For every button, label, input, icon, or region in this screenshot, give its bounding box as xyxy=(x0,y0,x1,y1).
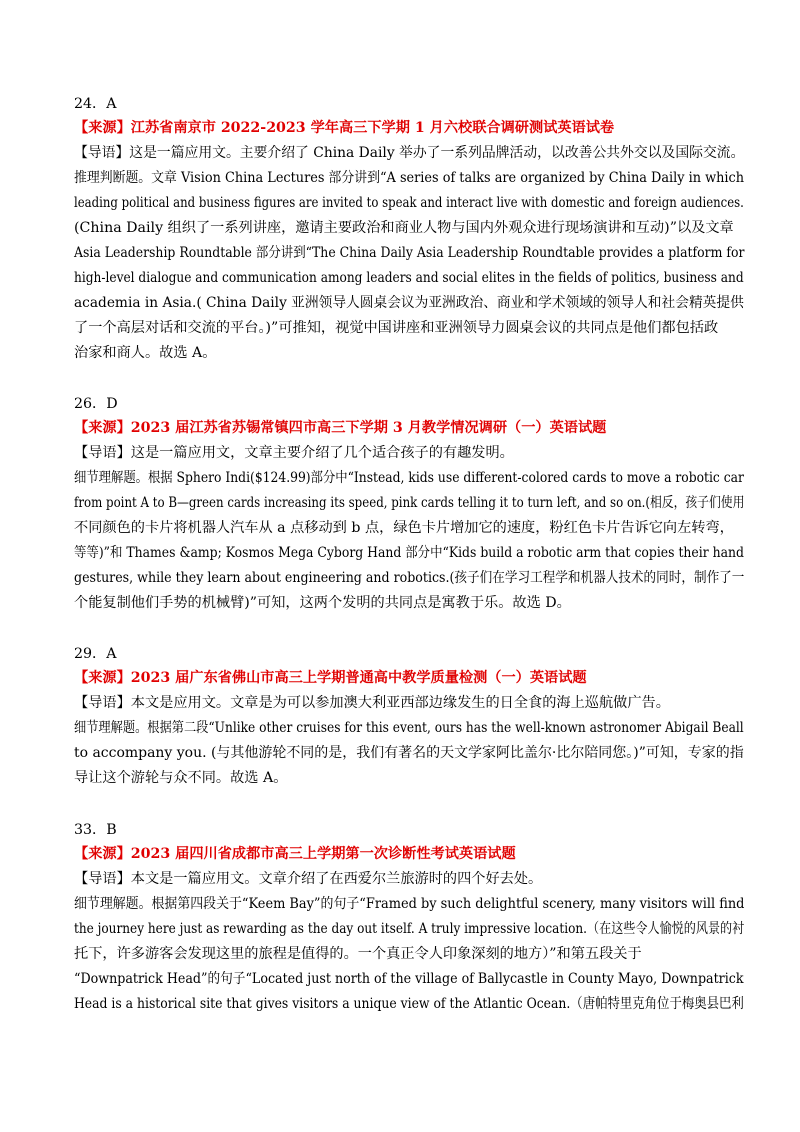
explanation-line: Asia Leadership Roundtable 部分讲到“The China Daily Asia Leadership Roundtable provides a platform for xyxy=(74,245,745,261)
explanation-line: gestures, while they learn about engineering and robotics.(孩子们在学习工程学和机器人技术的同时，制作了一 xyxy=(74,570,745,586)
explanation-line: from point A to B—green cards increasing its speed, pink cards telling it to turn left, and so on.(相反，孩子们使用 xyxy=(74,495,745,511)
explanation-body xyxy=(74,867,744,1017)
explanation-line: 不同颜色的卡片将机器人汽车从 a 点移动到 b 点，绿色卡片增加它的速度，粉红色卡片告诉它向左转弯， xyxy=(74,520,734,536)
explanation-line: 了一个高层对话和交流的平台。)”可推知，视觉中国讲座和亚洲领导力圆桌会议的共同点是他们都包括政 xyxy=(74,320,719,336)
explanation-line: 等等)”和 Thames &amp; Kosmos Mega Cyborg Hand 部分中“Kids build a robotic arm that copies their hand xyxy=(74,545,744,561)
answer-entry-29 xyxy=(74,646,744,791)
answer-entry-33 xyxy=(74,822,744,1017)
source-line: 【来源】江苏省南京市 2022-2023 学年高三下学期 1 月六校联合调研测试英语试卷 xyxy=(74,120,615,136)
explanation-line: 【导语】本文是一篇应用文。文章介绍了在西爱尔兰旅游时的四个好去处。 xyxy=(74,871,543,887)
explanation-line: 托下，许多游客会发现这里的旅程是值得的。一个真正令人印象深刻的地方）”和第五段关于 xyxy=(74,946,642,962)
explanation-line: 治家和商人。故选 A。 xyxy=(74,345,217,361)
source-line: 【来源】2023 届江苏省苏锡常镇四市高三下学期 3 月教学情况调研（一）英语试题 xyxy=(74,420,607,436)
answer-entry-26 xyxy=(74,396,744,616)
explanation-line: “Downpatrick Head”的句子“Located just north of the village of Ballycastle in County Mayo, Downpatrick xyxy=(74,971,744,987)
explanation-line: 细节理解题。根据 Sphero Indi($124.99)部分中“Instead, kids use different-colored cards to move a robotic car xyxy=(74,470,744,486)
answer-heading: 33．B xyxy=(74,822,117,838)
explanation-line: 【导语】这是一篇应用文。主要介绍了 China Daily 举办了一系列品牌活动，以改善公共外交以及国际交流。 xyxy=(74,145,745,161)
explanation-line: 细节理解题。根据第四段关于“Keem Bay”的句子“Framed by such delightful scenery, many visitors will find xyxy=(74,896,745,912)
explanation-line: the journey here just as rewarding as the day out itself. A truly impressive location.（在这些令人愉悦的风景的衬 xyxy=(74,921,745,937)
answer-heading: 24．A xyxy=(74,96,117,112)
answer-entry-24 xyxy=(74,96,744,366)
explanation-line: Head is a historical site that gives visitors a unique view of the Atlantic Ocean.（唐帕特里克角位于梅奥县巴利 xyxy=(74,996,744,1012)
explanation-line: leading political and business figures are invited to speak and interact live with domestic and foreign audiences. xyxy=(74,195,744,211)
explanation-line: 推理判断题。文章 Vision China Lectures 部分讲到“A series of talks are organized by China Daily in which xyxy=(74,170,744,186)
explanation-line: 导让这个游轮与众不同。故选 A。 xyxy=(74,770,288,786)
explanation-line: 【导语】这是一篇应用文，文章主要介绍了几个适合孩子的有趣发明。 xyxy=(74,445,514,461)
explanation-body xyxy=(74,441,744,616)
explanation-line: (China Daily 组织了一系列讲座，邀请主要政治和商业人物与国内外观众进行现场演讲和互动)”以及文章 xyxy=(74,220,734,236)
explanation-line: 个能复制他们手势的机械臂)”可知，这两个发明的共同点是寓教于乐。故选 D。 xyxy=(74,595,571,611)
explanation-line: 细节理解题。根据第二段“Unlike other cruises for this event, ours has the well-known astronomer Abigail Beall xyxy=(74,720,744,736)
explanation-line: 【导语】本文是应用文。文章是为可以参加澳大利亚西部边缘发生的日全食的海上巡航做广告。 xyxy=(74,695,670,711)
answer-heading: 29．A xyxy=(74,646,117,662)
explanation-body xyxy=(74,691,744,791)
source-line: 【来源】2023 届四川省成都市高三上学期第一次诊断性考试英语试题 xyxy=(74,846,516,862)
source-line: 【来源】2023 届广东省佛山市高三上学期普通高中教学质量检测（一）英语试题 xyxy=(74,670,587,686)
explanation-body xyxy=(74,141,744,366)
answer-heading: 26．D xyxy=(74,396,118,412)
explanation-line: academia in Asia.( China Daily 亚洲领导人圆桌会议为亚洲政治、商业和学术领域的领导人和社会精英提供 xyxy=(74,295,744,311)
explanation-line: to accompany you. (与其他游轮不同的是，我们有著名的天文学家阿比盖尔·比尔陪同您。)”可知，专家的指 xyxy=(74,745,744,761)
explanation-line: high-level dialogue and communication among leaders and social elites in the fields of politics, business and xyxy=(74,270,744,286)
